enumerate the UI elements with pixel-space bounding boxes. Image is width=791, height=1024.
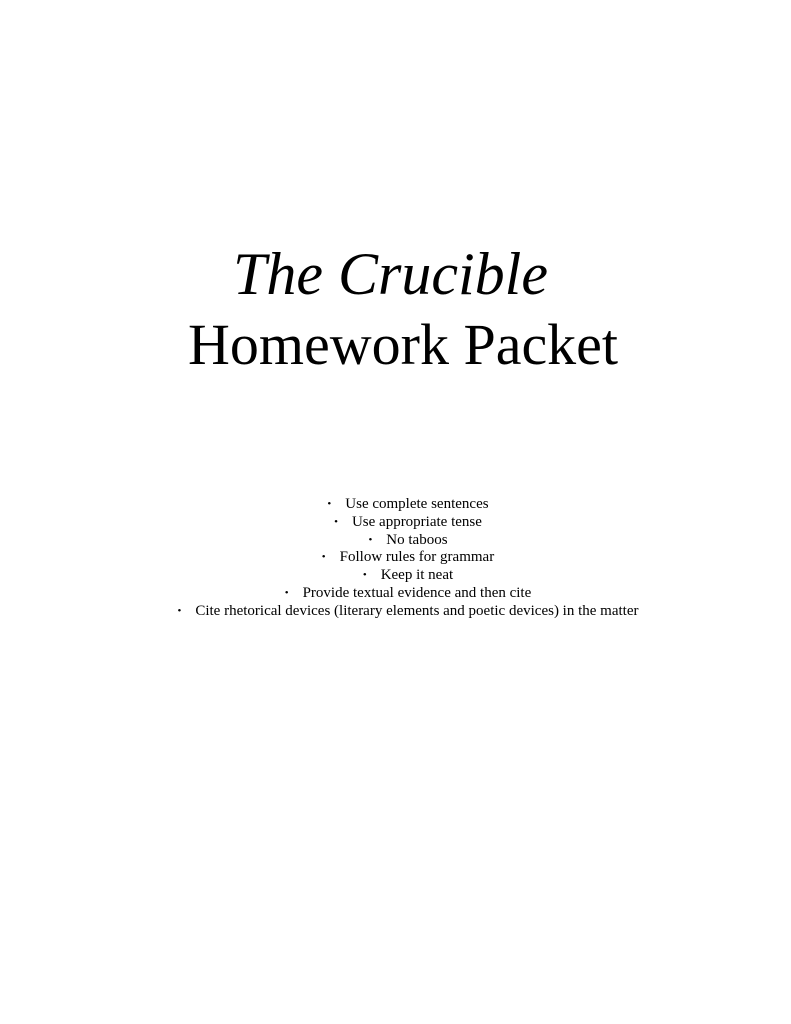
document-subtitle: Homework Packet (188, 312, 619, 377)
bullet-icon: • (321, 551, 326, 564)
bullet-icon: • (284, 586, 289, 599)
rule-text: Follow rules for grammar (339, 549, 495, 566)
document-title: The Crucible (233, 241, 548, 307)
bullet-icon: • (327, 498, 332, 510)
list-item (0, 532, 791, 550)
rule-text: No taboos (386, 531, 448, 548)
list-item (0, 567, 791, 585)
rule-text: Provide textual evidence and then cite (302, 584, 532, 601)
bullet-icon: • (368, 533, 373, 546)
list-item (0, 496, 791, 514)
list-item (0, 549, 791, 567)
list-item (0, 585, 791, 603)
rule-text: Use appropriate tense (351, 513, 482, 530)
rule-text: Keep it neat (380, 567, 454, 584)
rules-list (0, 496, 791, 621)
list-item (0, 514, 791, 532)
bullet-icon: • (334, 515, 338, 528)
bullet-icon: • (362, 569, 367, 582)
rule-text: Use complete sentences (345, 496, 489, 512)
rule-text: Cite rhetorical devices (literary elements and poetic devices) in the matter (195, 602, 639, 619)
list-item (0, 603, 791, 621)
bullet-icon: • (177, 604, 182, 617)
